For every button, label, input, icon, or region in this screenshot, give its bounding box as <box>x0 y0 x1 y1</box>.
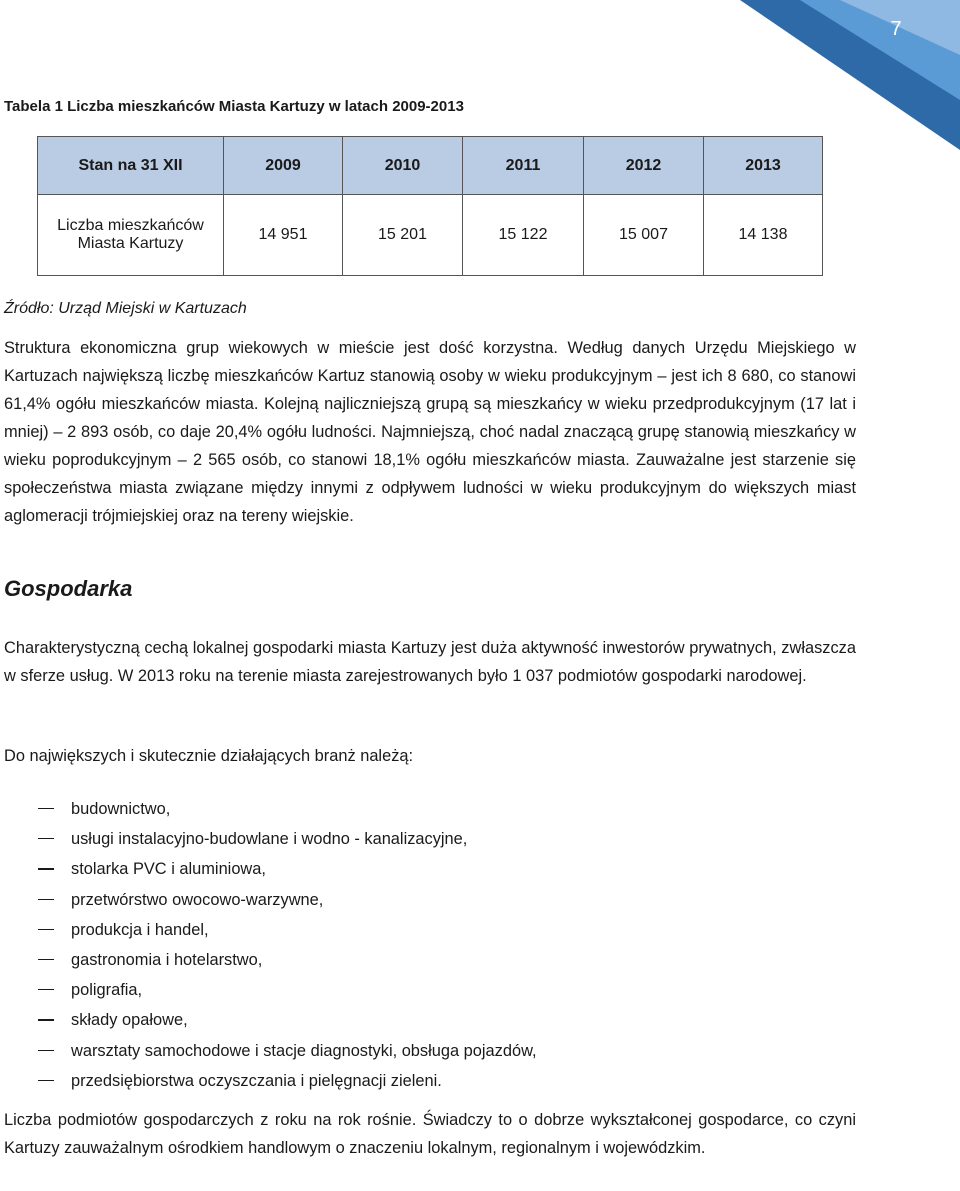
list-item: budownictwo, <box>4 794 537 824</box>
paragraph-conclusion: Liczba podmiotów gospodarczych z roku na rok rośnie. Świadczy to o dobrze wykształconej gospodarce, co czyni Kartuzy zauważalnym ośrodkiem handlowym o znaczeniu lokalnym, regionalnym i wojewódzkim. <box>4 1111 856 1157</box>
table-header-cell: 2013 <box>704 137 823 195</box>
dash-bullet-icon <box>38 1080 54 1081</box>
dash-bullet-icon <box>38 989 54 990</box>
list-item: produkcja i handel, <box>4 915 537 945</box>
table-row <box>38 195 823 276</box>
table-row-label <box>38 195 224 276</box>
list-item: gastronomia i hotelarstwo, <box>4 945 537 975</box>
table-header-cell: 2011 <box>463 137 584 195</box>
dash-bullet-icon <box>38 1050 54 1051</box>
list-item: warsztaty samochodowe i stacje diagnostyki, obsługa pojazdów, <box>4 1036 537 1066</box>
list-item: poligrafia, <box>4 975 537 1005</box>
table-header-cell: 2010 <box>343 137 463 195</box>
table-header-cell: 2012 <box>584 137 704 195</box>
dash-bullet-icon <box>38 1019 54 1020</box>
table-cell: 14 951 <box>224 195 343 276</box>
table-cell: 15 201 <box>343 195 463 276</box>
page-number: 7 <box>890 18 902 40</box>
table-header-row <box>38 137 823 195</box>
dash-bullet-icon <box>38 929 54 930</box>
dash-bullet-icon <box>38 959 54 960</box>
population-table <box>37 136 823 276</box>
list-item: składy opałowe, <box>4 1005 537 1035</box>
paragraph-economy: Charakterystyczną cechą lokalnej gospodarki miasta Kartuzy jest duża aktywność inwestorów prywatnych, zwłaszcza w sferze usług. W 2013 roku na terenie miasta zarejestrowanych było 1 037 podmiotów gospodarki narodowej. <box>4 639 856 685</box>
row-label-line2: Miasta Kartuzy <box>77 235 184 252</box>
dash-bullet-icon <box>38 838 54 839</box>
dash-bullet-icon <box>38 808 54 809</box>
section-heading: Gospodarka <box>4 576 133 601</box>
table-caption: Tabela 1 Liczba mieszkańców Miasta Kartuzy w latach 2009-2013 <box>4 98 464 115</box>
table-header-cell: Stan na 31 XII <box>38 137 224 195</box>
list-item: stolarka PVC i aluminiowa, <box>4 854 537 884</box>
dash-bullet-icon <box>38 899 54 900</box>
list-item: przedsiębiorstwa oczyszczania i pielęgnacji zieleni. <box>4 1066 537 1096</box>
row-label-line1: Liczba mieszkańców <box>57 217 204 234</box>
paragraph-age-structure: Struktura ekonomiczna grup wiekowych w mieście jest dość korzystna. Według danych Urzędu Miejskiego w Kartuzach największą liczbę mieszkańców Kartuz stanowią osoby w wieku produkcyjnym – jest ich 8 680, co stanowi 61,4% ogółu mieszkańców miasta. Kolejną najliczniejszą grupą są mieszkańcy w wieku przedprodukcyjnym (17 lat i mniej) – 2 893 osób, co daje 20,4% ogółu ludności. Najmniejszą, choć nadal znaczącą grupę stanowią mieszkańcy w wieku poprodukcyjnym – 2 565 osób, co stanowi 18,1% ogółu mieszkańców miasta. Zauważalne jest starzenie się społeczeństwa miasta związane między innymi z odpływem ludności w wieku produkcyjnym do większych miast aglomeracji trójmiejskiej oraz na tereny wiejskie. <box>4 339 856 525</box>
branches-list <box>4 794 537 1096</box>
dash-bullet-icon <box>38 868 54 869</box>
list-item: usługi instalacyjno-budowlane i wodno - kanalizacyjne, <box>4 824 537 854</box>
paragraph-branches-intro: Do największych i skutecznie działających branż należą: <box>4 747 414 765</box>
table-cell: 14 138 <box>704 195 823 276</box>
table-cell: 15 007 <box>584 195 704 276</box>
table-source: Źródło: Urząd Miejski w Kartuzach <box>4 300 247 317</box>
table-cell: 15 122 <box>463 195 584 276</box>
table-header-cell: 2009 <box>224 137 343 195</box>
list-item: przetwórstwo owocowo-warzywne, <box>4 885 537 915</box>
